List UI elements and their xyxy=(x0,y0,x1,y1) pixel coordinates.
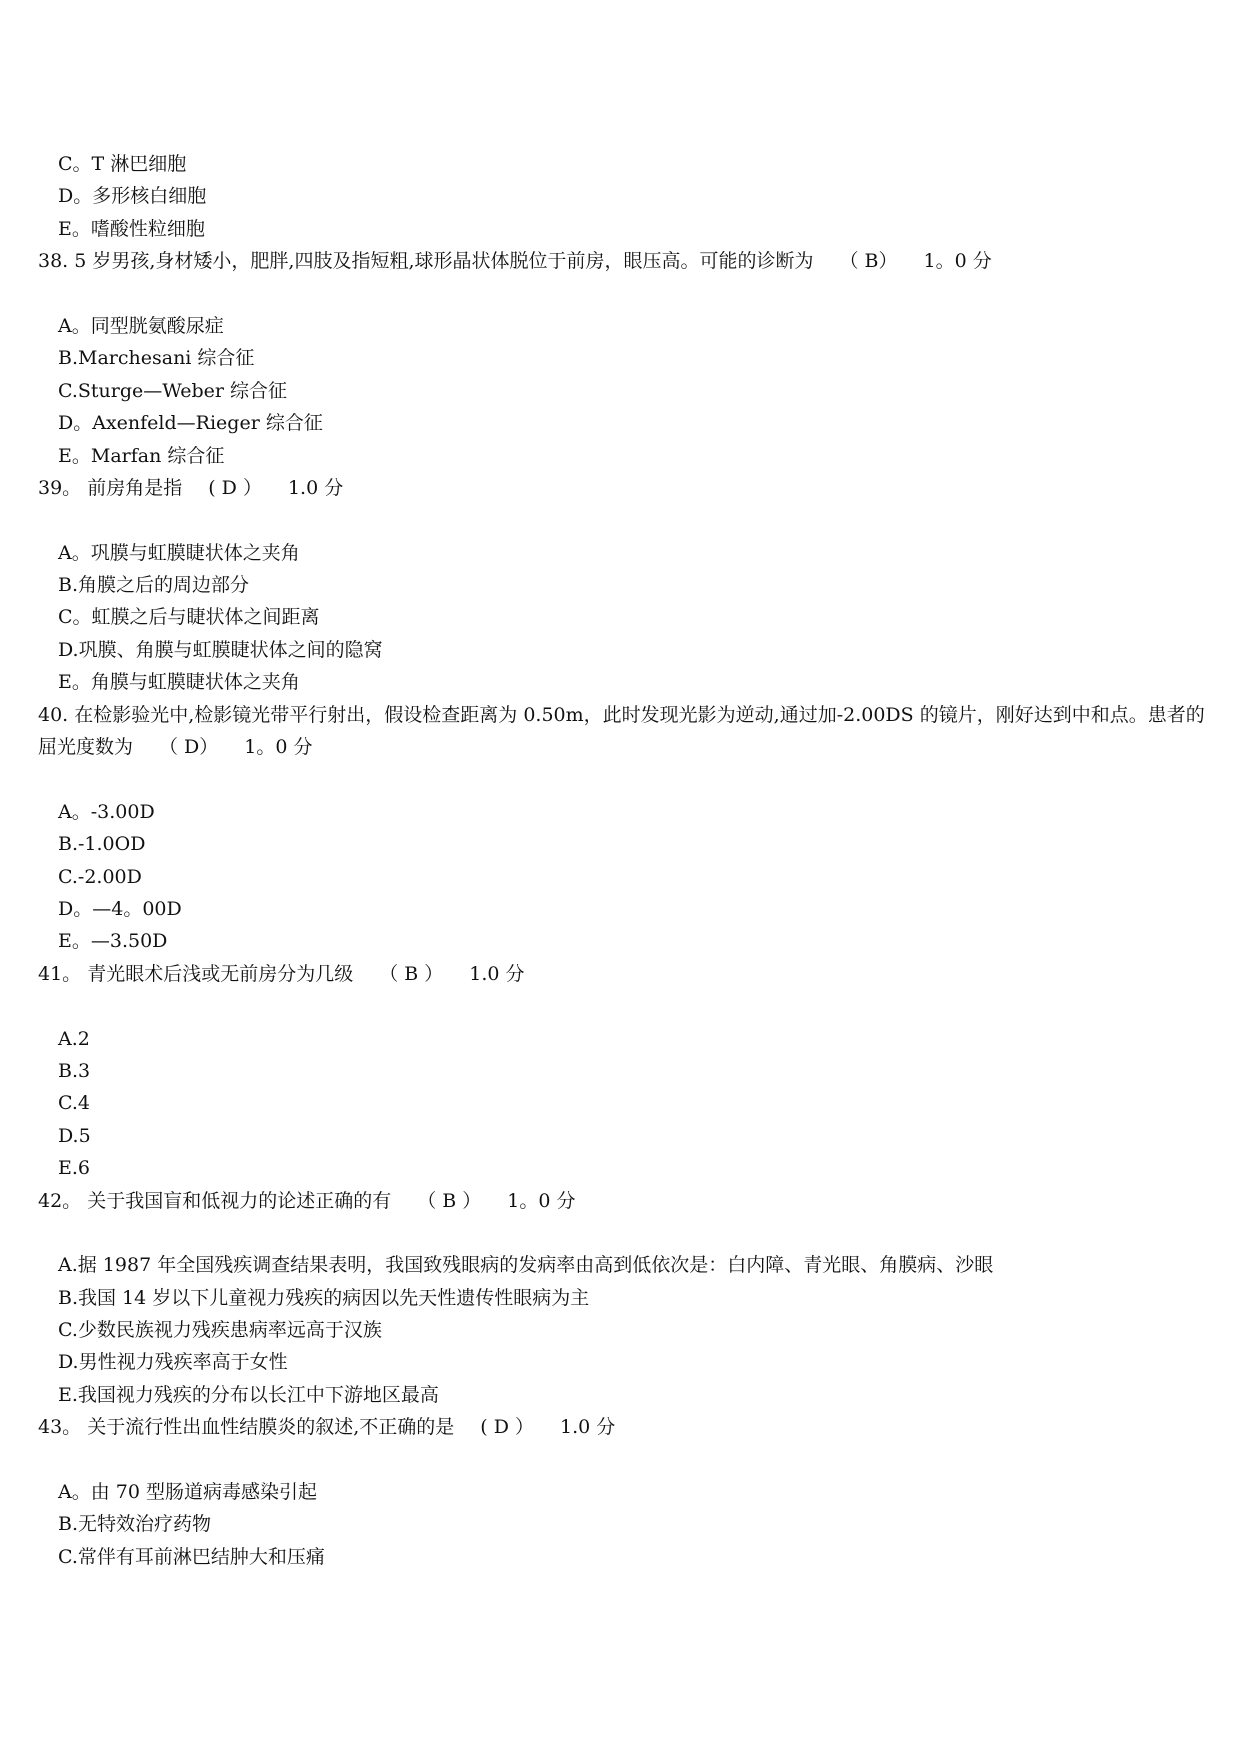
question-stem xyxy=(38,699,1223,764)
option-line: B.我国 14 岁以下儿童视力残疾的病因以先天性遗传性眼病为主 xyxy=(58,1286,590,1309)
score: 1.0 分 xyxy=(469,962,525,985)
option-line: C。T 淋巴细胞 xyxy=(58,153,187,175)
option-line: B.Marchesani 综合征 xyxy=(58,347,255,370)
answer-mark: （ B） xyxy=(839,250,898,273)
option-line: E.6 xyxy=(58,1157,90,1180)
option-line: C.4 xyxy=(58,1092,90,1115)
question-stem xyxy=(38,1185,1201,1217)
option-line: A.2 xyxy=(58,1027,90,1050)
option-line: A。-3.00D xyxy=(58,800,155,823)
answer-mark: ( D ） xyxy=(208,476,262,499)
option-line: D.巩膜、角膜与虹膜睫状体之间的隐窝 xyxy=(58,638,383,661)
spacer xyxy=(38,504,1201,536)
option-line: C.-2.00D xyxy=(58,865,142,888)
question-stem xyxy=(38,1411,1201,1443)
option-line: D.男性视力残疾率高于女性 xyxy=(58,1351,288,1374)
option-line: E。嗜酸性粒细胞 xyxy=(58,217,205,240)
option-line: B.-1.0OD xyxy=(58,833,146,856)
question-stem xyxy=(38,472,1201,504)
spacer xyxy=(38,278,1201,310)
question-stem xyxy=(38,958,1201,990)
option-line: A.据 1987 年全国残疾调查结果表明，我国致残眼病的发病率由高到低依次是：白内障、青光眼、角膜病、沙眼 xyxy=(58,1254,994,1277)
spacer xyxy=(38,1444,1201,1476)
answer-mark: （ B ） xyxy=(379,962,444,985)
option-line: B.无特效治疗药物 xyxy=(58,1513,212,1536)
question-text: 42。 关于我国盲和低视力的论述正确的有 xyxy=(38,1189,392,1212)
option-line: A。巩膜与虹膜睫状体之夹角 xyxy=(58,541,300,564)
question-stem xyxy=(38,245,1201,277)
spacer xyxy=(38,1217,1201,1249)
question-text: 43。 关于流行性出血性结膜炎的叙述,不正确的是 xyxy=(38,1416,455,1439)
option-line: E。—3.50D xyxy=(58,930,168,953)
option-line: C。虹膜之后与睫状体之间距离 xyxy=(58,606,320,629)
question-text: 40. 在检影验光中,检影镜光带平行射出，假设检查距离为 0.50m，此时发现光影为逆动,通过加-2.00DS 的镜片，刚好达到中和点。患者的屈光度数为 xyxy=(38,703,1205,759)
spacer xyxy=(38,763,1201,795)
option-line: B.3 xyxy=(58,1059,91,1082)
option-line: A。由 70 型肠道病毒感染引起 xyxy=(58,1481,317,1504)
answer-mark: ( D ） xyxy=(480,1416,534,1439)
option-line: E。Marfan 综合征 xyxy=(58,444,225,467)
option-line: B.角膜之后的周边部分 xyxy=(58,574,250,597)
option-line: D。—4。00D xyxy=(58,898,182,921)
score: 1.0 分 xyxy=(287,476,344,499)
question-text: 41。 青光眼术后浅或无前房分为几级 xyxy=(38,962,354,985)
score: 1.0 分 xyxy=(560,1416,616,1439)
question-42 xyxy=(38,1185,1201,1412)
option-line: D。Axenfeld—Rieger 综合征 xyxy=(58,412,323,435)
score: 1。0 分 xyxy=(923,250,992,273)
question-39 xyxy=(38,472,1201,699)
option-line: A。同型胱氨酸尿症 xyxy=(58,314,224,337)
answer-mark: （ D） xyxy=(159,736,219,759)
option-line: D。多形核白细胞 xyxy=(58,185,207,208)
question-40 xyxy=(38,699,1205,958)
score: 1。0 分 xyxy=(507,1189,576,1212)
option-line: E.我国视力残疾的分布以长江中下游地区最高 xyxy=(58,1383,439,1406)
spacer xyxy=(38,990,1201,1022)
option-line: C.常伴有耳前淋巴结肿大和压痛 xyxy=(58,1545,325,1568)
question-38 xyxy=(38,245,1201,472)
option-line: C.Sturge—Weber 综合征 xyxy=(58,379,288,402)
score: 1。0 分 xyxy=(244,736,313,759)
question-text: 38. 5 岁男孩,身材矮小，肥胖,四肢及指短粗,球形晶状体脱位于前房，眼压高。可能的诊断为 xyxy=(38,250,814,273)
option-line: D.5 xyxy=(58,1124,91,1147)
answer-mark: （ B ） xyxy=(417,1189,482,1212)
question-41 xyxy=(38,958,1201,1185)
question-text: 39。 前房角是指 xyxy=(38,476,183,499)
option-line: C.少数民族视力残疾患病率远高于汉族 xyxy=(58,1319,382,1342)
previous-question-options xyxy=(38,148,1201,245)
option-line: E。角膜与虹膜睫状体之夹角 xyxy=(58,671,300,694)
question-43 xyxy=(38,1411,1201,1573)
